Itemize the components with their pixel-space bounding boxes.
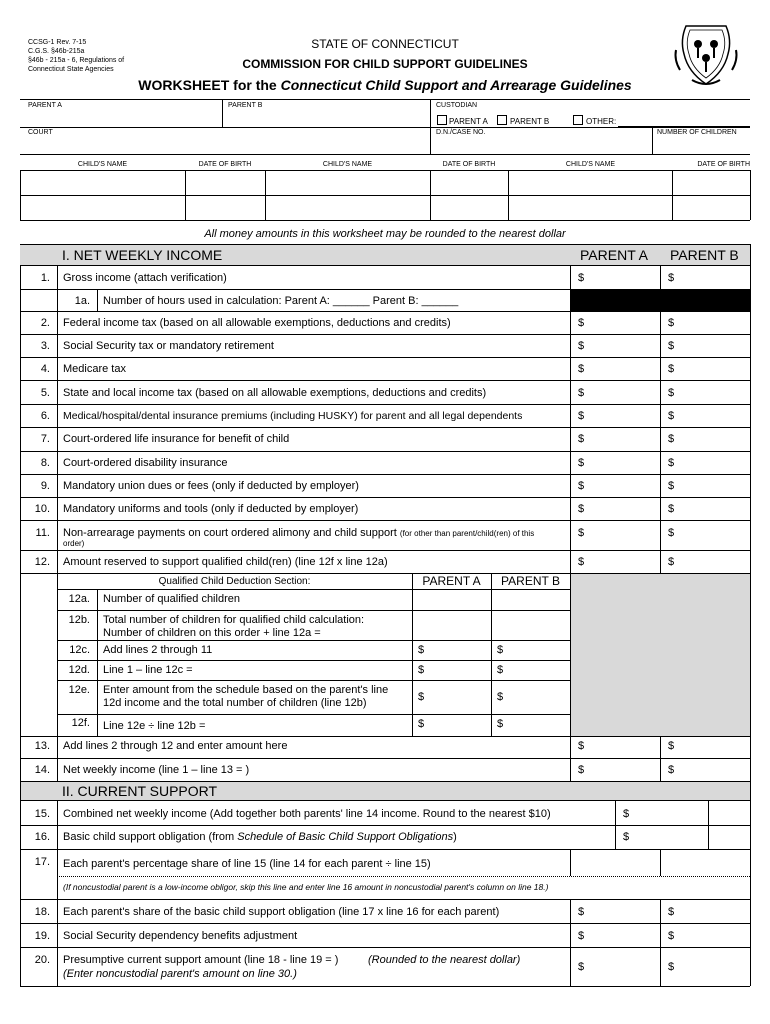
- line-5-b-dollar[interactable]: $: [668, 387, 675, 399]
- line-9-text: Mandatory union dues or fees (only if deducted by employer): [63, 480, 359, 492]
- line-19-text: Social Security dependency benefits adjustment: [63, 930, 298, 942]
- line-11-text: [63, 527, 534, 539]
- custodian-other-checkbox[interactable]: [573, 115, 583, 125]
- line-8-b-dollar[interactable]: $: [668, 457, 675, 469]
- line-12c-a-dollar[interactable]: $: [418, 644, 425, 656]
- custodian-parent-b-checkbox[interactable]: [497, 115, 507, 125]
- line-8-text: Court-ordered disability insurance: [63, 457, 228, 469]
- line-12a-num: 12a.: [68, 593, 90, 605]
- line-12e-text: Enter amount from the schedule based on the parent's line: [103, 684, 389, 696]
- line-7-b-dollar[interactable]: $: [668, 433, 675, 445]
- line-14-a-dollar[interactable]: $: [578, 764, 585, 776]
- section-1-title: I. NET WEEKLY INCOME: [62, 247, 223, 263]
- parent-b-field-label: PARENT B: [228, 102, 263, 109]
- line-18-num: 18.: [34, 906, 50, 918]
- line-18-b-dollar[interactable]: $: [668, 906, 675, 918]
- line-12f-b-dollar[interactable]: $: [497, 718, 504, 730]
- title-plain: WORKSHEET for the: [138, 77, 281, 93]
- line-8-num: 8.: [40, 457, 50, 469]
- line-11-a-dollar[interactable]: $: [578, 527, 585, 539]
- line-13-text: Add lines 2 through 12 and enter amount here: [63, 740, 288, 752]
- line-14-text: Net weekly income (line 1 – line 13 = ): [63, 764, 250, 776]
- qcd-gray-area: [570, 573, 750, 736]
- line-4-num: 4.: [40, 363, 50, 375]
- line-7-a-dollar[interactable]: $: [578, 433, 585, 445]
- line-5-a-dollar[interactable]: $: [578, 387, 585, 399]
- line-20-text: Presumptive current support amount (line 18 - line 19 = ): [63, 954, 339, 966]
- parent-a-field-label: PARENT A: [28, 102, 62, 109]
- line-12f-text: Line 12e ÷ line 12b =: [103, 720, 206, 732]
- line-11-b-dollar[interactable]: $: [668, 527, 675, 539]
- line-6-text: Medical/hospital/dental insurance premiums (including HUSKY) for parent and all legal dependents: [63, 410, 523, 422]
- line-10-num: 10.: [34, 503, 50, 515]
- line-12-b-dollar[interactable]: $: [668, 556, 675, 568]
- state-seal-icon: [672, 20, 740, 88]
- child-dob-header-1: DATE OF BIRTH: [198, 161, 252, 168]
- line-1a-num: 1a.: [74, 295, 90, 307]
- line-12-a-dollar[interactable]: $: [578, 556, 585, 568]
- qcd-parent-b: PARENT B: [501, 574, 560, 588]
- line-12f-num: 12f.: [71, 717, 90, 729]
- line-9-num: 9.: [40, 480, 50, 492]
- line-6-num: 6.: [40, 410, 50, 422]
- custodian-parent-a-label: PARENT A: [449, 117, 488, 126]
- line-16-num: 16.: [34, 831, 50, 843]
- line-12b-text: Total number of children for qualified child calculation:: [103, 614, 365, 626]
- regs-ref-1: §46b - 215a - 6, Regulations of: [28, 57, 125, 64]
- form-id: CCSG-1 Rev. 7-15: [28, 39, 87, 46]
- line-12-text: Amount reserved to support qualified child(ren) (line 12f x line 12a): [63, 556, 388, 568]
- line-16-text: [63, 831, 457, 843]
- section-1-parent-a: PARENT A: [580, 247, 648, 263]
- line-1-text: Gross income (attach verification): [63, 272, 227, 284]
- line-12b-num: 12b.: [68, 614, 90, 626]
- line-13-b-dollar[interactable]: $: [668, 740, 675, 752]
- line-17-text: Each parent's percentage share of line 15 (line 14 for each parent ÷ line 15): [63, 858, 431, 870]
- line-7-text: Court-ordered life insurance for benefit of child: [63, 433, 290, 445]
- line-10-a-dollar[interactable]: $: [578, 503, 585, 515]
- line-12e-text-2: 12d income and the total number of children (line 12b): [103, 697, 367, 709]
- line-15-text: Combined net weekly income (Add together both parents' line 14 income. Round to the nearest $10): [63, 808, 551, 820]
- line-8-a-dollar[interactable]: $: [578, 457, 585, 469]
- line-11-main: Non-arrearage payments on court ordered alimony and child support: [63, 527, 397, 539]
- line-20-b-dollar[interactable]: $: [668, 961, 675, 973]
- line-2-num: 2.: [40, 317, 50, 329]
- line-18-text: Each parent's share of the basic child support obligation (line 17 x line 16 for each parent): [63, 906, 500, 918]
- regs-ref-2: Connecticut State Agencies: [28, 66, 114, 73]
- line-10-b-dollar[interactable]: $: [668, 503, 675, 515]
- line-12c-b-dollar[interactable]: $: [497, 644, 504, 656]
- line-11-sub: (for other than parent/child(ren) of this: [399, 529, 535, 538]
- line-13-a-dollar[interactable]: $: [578, 740, 585, 752]
- section-2-title: II. CURRENT SUPPORT: [62, 783, 218, 799]
- custodian-label: CUSTODIAN: [436, 102, 478, 109]
- line-11-num: 11.: [35, 527, 50, 539]
- statute-ref: C.G.S. §46b-215a: [28, 48, 85, 55]
- line-12-num: 12.: [34, 556, 50, 568]
- title-italic: Connecticut Child Support and Arrearage Guidelines: [280, 77, 632, 93]
- line-12f-a-dollar[interactable]: $: [418, 718, 425, 730]
- line-18-a-dollar[interactable]: $: [578, 906, 585, 918]
- line-16-c: ): [453, 831, 457, 843]
- line-17-note: (If noncustodial parent is a low-income obligor, skip this line and enter line 16 amount in noncustodial parent's column on line 18.): [63, 882, 549, 892]
- line-12d-b-dollar[interactable]: $: [497, 664, 504, 676]
- line-20-num: 20.: [34, 954, 50, 966]
- state-name: STATE OF CONNECTICUT: [311, 37, 459, 51]
- line-9-a-dollar[interactable]: $: [578, 480, 585, 492]
- line-12e-a-dollar[interactable]: $: [418, 691, 425, 703]
- custodian-parent-b-label: PARENT B: [510, 117, 550, 126]
- line-4-text: Medicare tax: [63, 363, 126, 375]
- line-1-a-dollar[interactable]: $: [578, 272, 585, 284]
- line-15-num: 15.: [34, 808, 50, 820]
- line-2-text: Federal income tax (based on all allowable exemptions, deductions and credits): [63, 317, 451, 329]
- line-1a-text: Number of hours used in calculation: Parent A: ______ Parent B: ______: [103, 295, 459, 307]
- case-no-label: D.N./CASE NO.: [436, 129, 486, 136]
- line-15-dollar[interactable]: $: [623, 808, 630, 820]
- line-12e-b-dollar[interactable]: $: [497, 691, 504, 703]
- line-19-b-dollar[interactable]: $: [668, 930, 675, 942]
- line-3-b-dollar[interactable]: $: [668, 340, 675, 352]
- court-label: COURT: [28, 129, 53, 136]
- line-16-a: Basic child support obligation (from: [63, 831, 238, 843]
- line-16-dollar[interactable]: $: [623, 831, 630, 843]
- custodian-other-field[interactable]: [618, 126, 750, 127]
- line-19-a-dollar[interactable]: $: [578, 930, 585, 942]
- line-2-a-dollar[interactable]: $: [578, 317, 585, 329]
- line-9-b-dollar[interactable]: $: [668, 480, 675, 492]
- line-10-text: Mandatory uniforms and tools (only if deducted by employer): [63, 503, 359, 515]
- line-3-a-dollar[interactable]: $: [578, 340, 585, 352]
- line-12c-num: 12c.: [69, 644, 90, 656]
- qcd-title: Qualified Child Deduction Section:: [158, 576, 311, 587]
- line-12e-num: 12e.: [68, 684, 90, 696]
- line-16-schedule: Schedule of Basic Child Support Obligations: [237, 831, 454, 843]
- line-20-rounding: (Rounded to the nearest dollar): [368, 954, 521, 966]
- line-5-text: State and local income tax (based on all allowable exemptions, deductions and credits): [63, 387, 487, 399]
- line-4-b-dollar[interactable]: $: [668, 363, 675, 375]
- num-children-label: NUMBER OF CHILDREN: [657, 129, 737, 136]
- child-dob-header-3: DATE OF BIRTH: [697, 161, 750, 168]
- child-name-header-2: CHILD'S NAME: [322, 161, 373, 168]
- line-5-num: 5.: [40, 387, 50, 399]
- line-1a-blocked-area: [570, 289, 750, 311]
- line-12a-text: Number of qualified children: [103, 593, 240, 605]
- line-20-note: (Enter noncustodial parent's amount on line 30.): [63, 968, 297, 980]
- qcd-parent-a: PARENT A: [422, 574, 481, 588]
- line-14-num: 14.: [34, 764, 50, 776]
- line-12d-a-dollar[interactable]: $: [418, 664, 425, 676]
- line-11-sub2: order): [63, 539, 85, 548]
- line-3-text: Social Security tax or mandatory retirement: [63, 340, 274, 352]
- line-12d-num: 12d.: [68, 664, 90, 676]
- line-6-b-dollar[interactable]: $: [668, 410, 675, 422]
- line-4-a-dollar[interactable]: $: [578, 363, 585, 375]
- line-1-num: 1.: [40, 272, 50, 284]
- child-dob-header-2: DATE OF BIRTH: [442, 161, 496, 168]
- custodian-other-label: OTHER:: [586, 117, 617, 126]
- line-12b-text-2: Number of children on this order + line 12a =: [103, 627, 321, 639]
- child-name-header-3: CHILD'S NAME: [565, 161, 616, 168]
- line-14-b-dollar[interactable]: $: [668, 764, 675, 776]
- line-17-num: 17.: [34, 856, 50, 868]
- line-12c-text: Add lines 2 through 11: [103, 644, 213, 656]
- line-6-a-dollar[interactable]: $: [578, 410, 585, 422]
- custodian-parent-a-checkbox[interactable]: [437, 115, 447, 125]
- line-1-b-dollar[interactable]: $: [668, 272, 675, 284]
- section-1-parent-b: PARENT B: [670, 247, 739, 263]
- line-12d-text: Line 1 – line 12c =: [103, 664, 193, 676]
- line-13-num: 13.: [34, 740, 50, 752]
- line-7-num: 7.: [40, 433, 50, 445]
- line-3-num: 3.: [40, 340, 50, 352]
- child-name-header-1: CHILD'S NAME: [77, 161, 128, 168]
- rounding-note: All money amounts in this worksheet may be rounded to the nearest dollar: [204, 228, 566, 240]
- line-19-num: 19.: [34, 930, 50, 942]
- line-2-b-dollar[interactable]: $: [668, 317, 675, 329]
- line-20-a-dollar[interactable]: $: [578, 961, 585, 973]
- commission-name: COMMISSION FOR CHILD SUPPORT GUIDELINES: [242, 57, 528, 71]
- page-title: [0, 77, 770, 93]
